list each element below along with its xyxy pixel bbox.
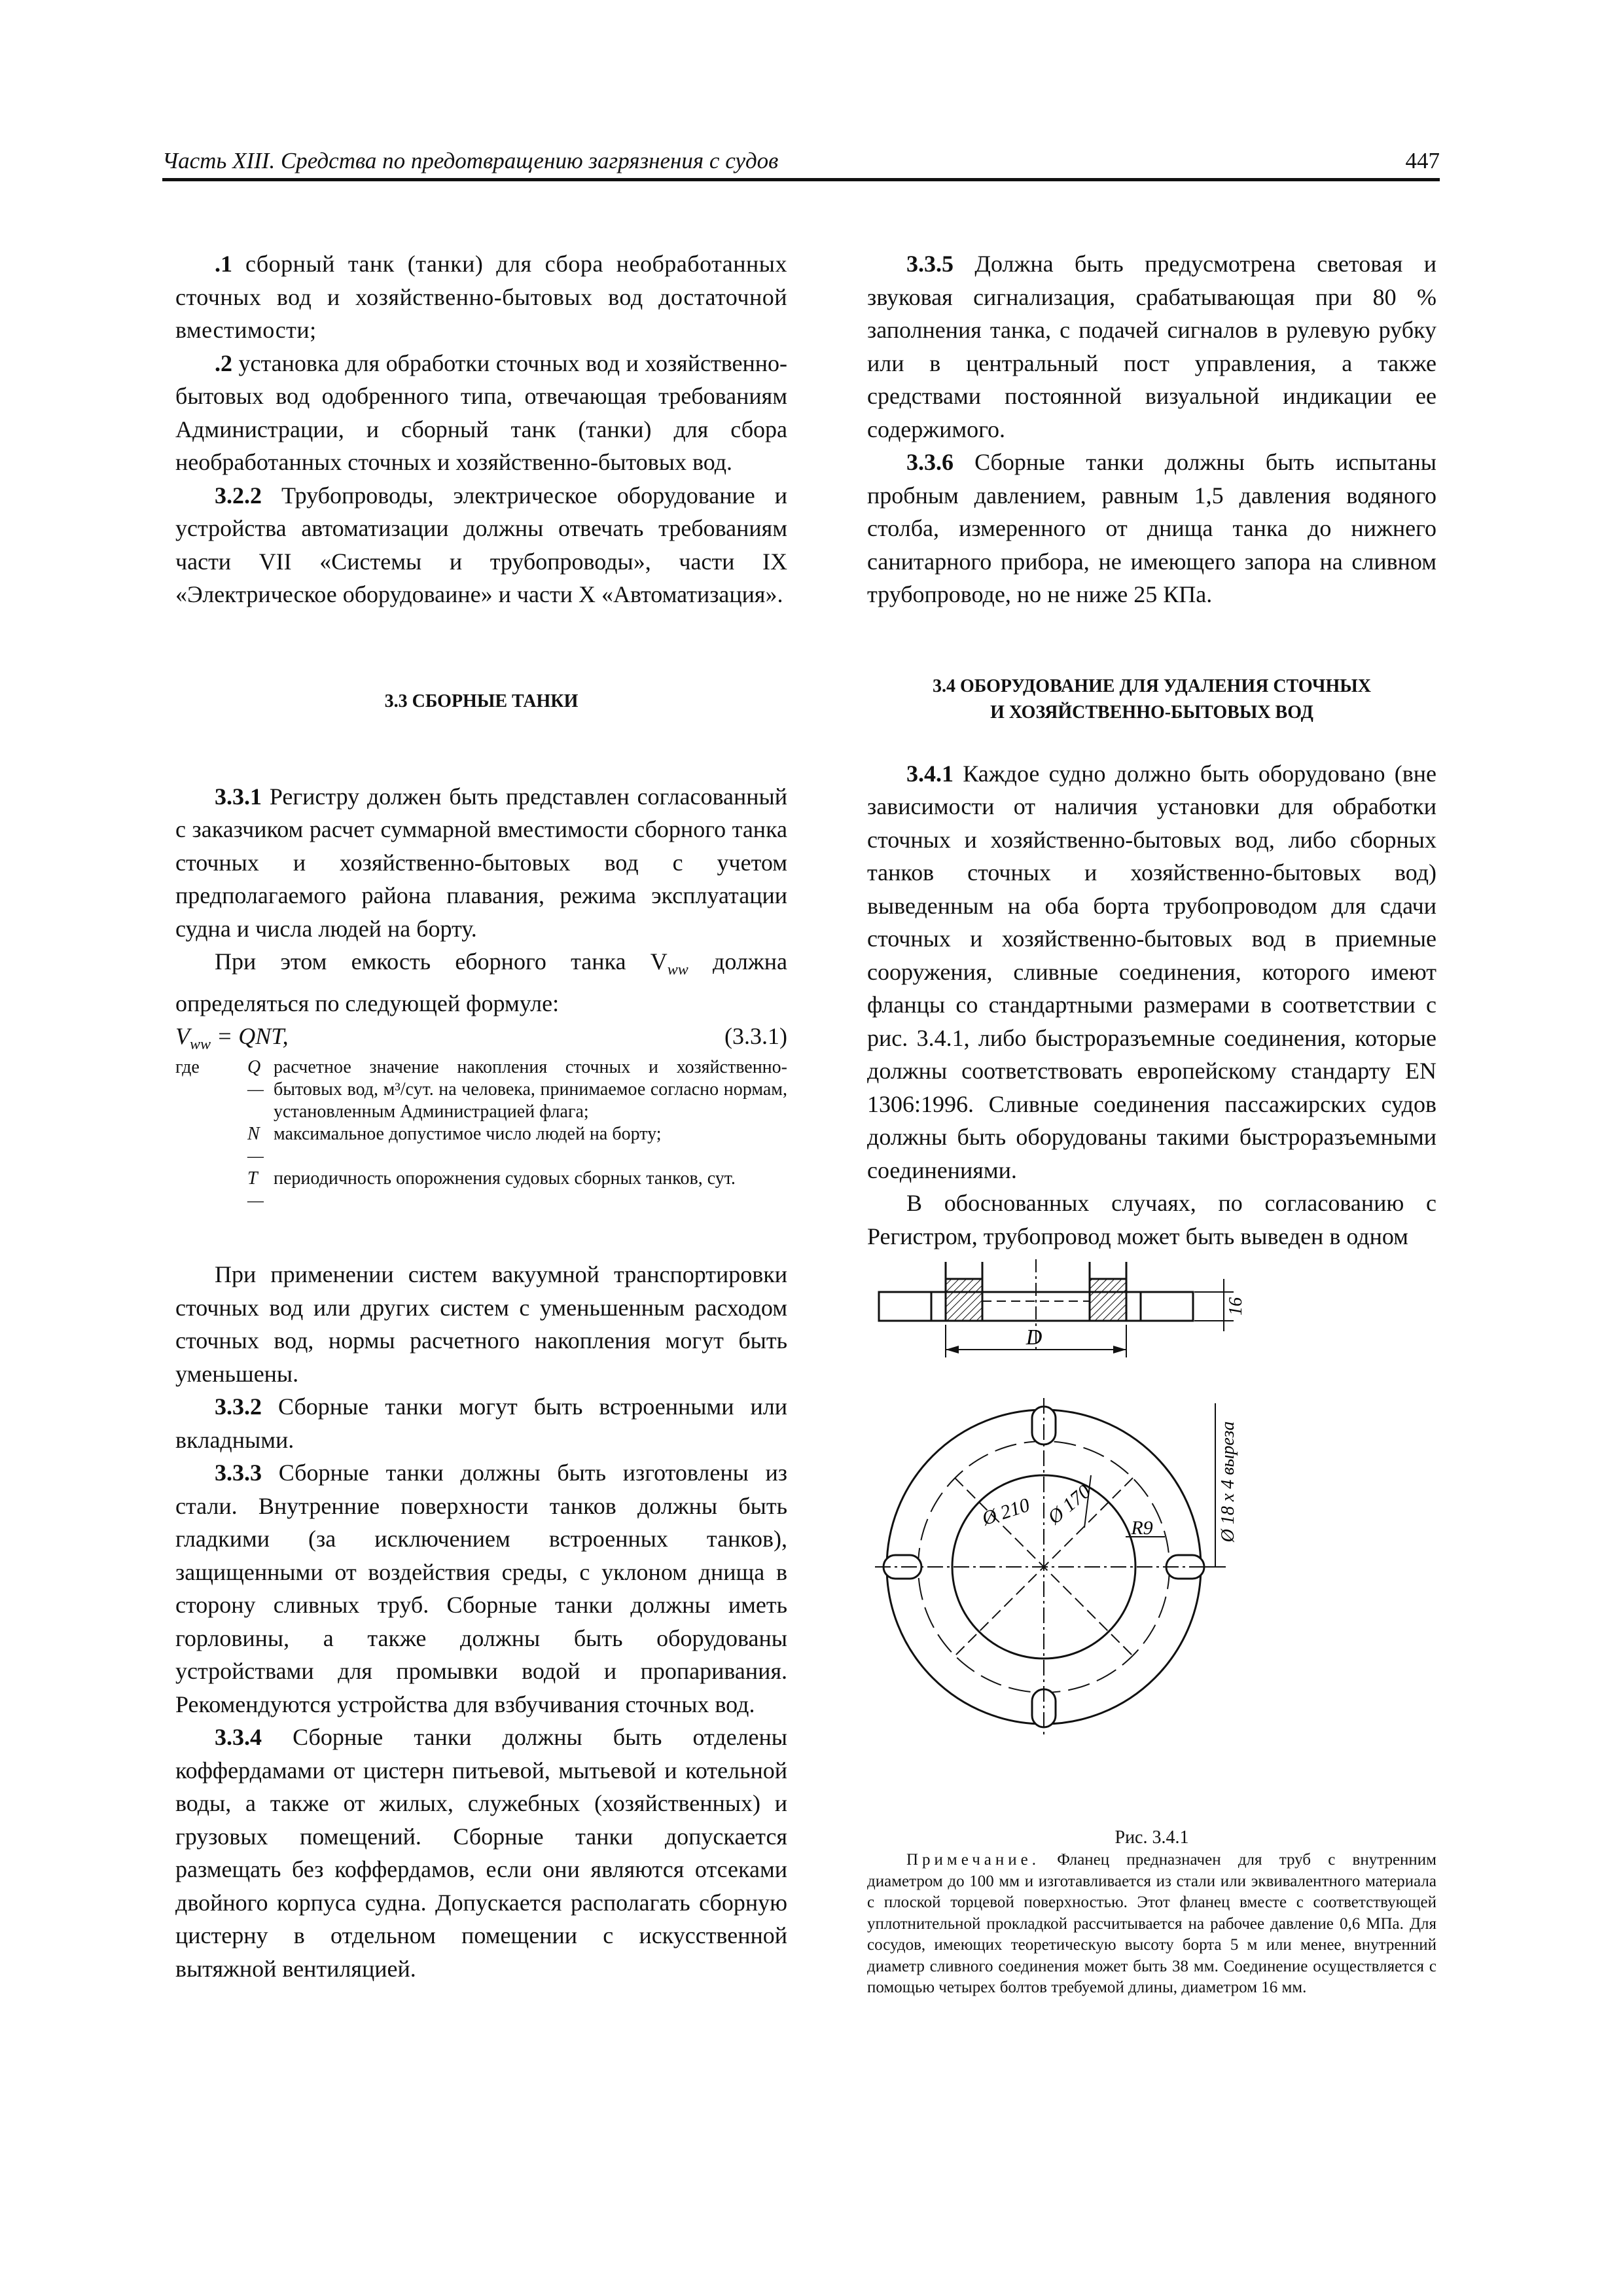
clause-number: 3.3.3 <box>215 1460 262 1486</box>
section-heading-3-3: 3.3 СБОРНЫЕ ТАНКИ <box>384 691 579 711</box>
paragraph-3-3-1 <box>175 780 787 946</box>
dimension-label-D: D <box>1026 1325 1043 1350</box>
section-heading-3-4-line2: И ХОЗЯЙСТВЕННО-БЫТОВЫХ ВОД <box>990 702 1313 723</box>
formula-subscript: ww <box>190 1036 211 1054</box>
dimension-label-16: 16 <box>1226 1297 1246 1316</box>
paragraph-3-3-2 <box>175 1390 787 1456</box>
paragraph-formula-intro <box>175 945 787 1020</box>
paragraph-text: Регистру должен быть представлен согласованный с заказчиком расчет суммарной вместимости сборного танка сточных и хозяйственно-бытовых вод с учетом предполагаемого района плавания, режима эксплуатации судна и числа людей на борту. <box>175 783 787 942</box>
paragraph-text: Сборные танки должны быть испытаны пробным давлением, равным 1,5 давления водяного столба, измеренного от днища танка до нижнего санитарного прибора, не имеющего запора на сливном трубопроводе, но не ниже 25 КПа. <box>867 449 1436 607</box>
note-label: Примечание. <box>906 1851 1041 1869</box>
formula-legend <box>175 1056 787 1212</box>
legend-text: расчетное значение накопления сточных и хозяйственно-бытовых вод, м³/сут. на человека, принимаемое согласно нормам, установленным Администрацией флага; <box>274 1057 787 1122</box>
flange-drawing <box>867 1259 1436 1822</box>
paragraph-3-2-2 <box>175 479 787 611</box>
note-text: Фланец предназначен для труб с внутренним диаметром до 100 мм и изготавливается из стали или эквивалентного материала с плоской торцевой поверхностью. Этот фланец вместе с соответствующей уплотнительной прокладкой рассчитывается на рабочее давление 0,6 МПа. Для сосудов, имеющих теоретическую высоту борта 5 м или менее, внутренний диаметр сливного соединения может быть 38 мм. Соединение осуществляется с помощью четырех болтов требуемой длины, диаметром 16 мм. <box>867 1851 1436 1996</box>
running-header <box>162 149 1440 181</box>
figure-note <box>867 1850 1436 1999</box>
left-column <box>175 247 787 1985</box>
clause-number: 3.3.2 <box>215 1393 262 1420</box>
paragraph-text: установка для обработки сточных вод и хозяйственно-бытовых вод одобренного типа, отвечающая требованиям Администрации, и сборный танк (танки) для сбора необработанных сточных и хозяйственно-бытовых вод. <box>175 350 787 475</box>
item-number: .2 <box>215 350 232 376</box>
paragraph-text: Сборные танки должны быть изготовлены из стали. Внутренние поверхности танков должны быть гладкими (за исключением встроенных танков), защищенными от воздействия среды, с уклоном днища в сторону сливных труб. Сборные танки должны иметь горловины, а также должны быть оборудованы устройствами для промывки водой и пропаривания. Рекомендуются устройства для взбучивания сточных вод. <box>175 1460 787 1717</box>
clause-number: 3.2.2 <box>215 482 262 509</box>
clause-number: 3.3.1 <box>215 783 262 810</box>
section-heading-3-4-line1: 3.4 ОБОРУДОВАНИЕ ДЛЯ УДАЛЕНИЯ СТОЧНЫХ <box>933 675 1371 696</box>
paragraph-text: Сборные танки могут быть встроенными или вкладными. <box>175 1393 787 1453</box>
paragraph-3-3-6 <box>867 446 1436 611</box>
header-title: Часть XIII. Средства по предотвращению загрязнения с судов <box>162 148 779 173</box>
legend-symbol: N — <box>247 1124 264 1167</box>
legend-text: максимальное допустимое число людей на борту; <box>274 1124 662 1145</box>
paragraph-vacuum: При применении систем вакуумной транспортировки сточных вод или других систем с уменьшенным расходом сточных вод, нормы расчетного накопления могут быть уменьшены. <box>175 1261 787 1387</box>
legend-text: периодичность опорожнения судовых сборных танков, сут. <box>274 1168 736 1189</box>
legend-where <box>175 1123 247 1168</box>
formula-rhs: = QNT, <box>211 1023 289 1050</box>
paragraph-3-3-4 <box>175 1721 787 1985</box>
paragraph-text: Трубопроводы, электрическое оборудование и устройства автоматизации должны отвечать требованиям части VII «Системы и трубопроводы», части IX «Электрическое оборудоваине» и части X «Автоматизация». <box>175 482 787 607</box>
formula-3-3-1 <box>175 1020 787 1056</box>
paragraph-text: Сборные танки должны быть отделены коффердамами от цистерн питьевой, мытьевой и котельной воды, а также от жилых, служебных (хозяйственных) и грузовых помещений. Сборные танки допускается размещать без коффердамов, если они являются отсеками двойного корпуса судна. Допускается располагать сборную цистерну в отдельном помещении с искусственной вытяжной вентиляцией. <box>175 1724 787 1982</box>
right-column <box>867 247 1436 1999</box>
dimension-label-d170: Ø 170 <box>1043 1480 1095 1529</box>
legend-where <box>175 1168 247 1212</box>
legend-symbol: T — <box>247 1168 264 1211</box>
clause-number: 3.3.5 <box>906 251 954 277</box>
clause-number: 3.3.4 <box>215 1724 262 1751</box>
subscript: ww <box>667 961 688 979</box>
paragraph-justified-cases: В обоснованных случаях, по согласованию с Регистром, трубопровод может быть выведен в одном <box>867 1190 1436 1249</box>
paragraph-3-3-3 <box>175 1456 787 1721</box>
dimension-label-R9: R9 <box>1131 1517 1153 1539</box>
paragraph-text: При этом емкость еборного танка V <box>215 948 668 975</box>
flange-section-view <box>879 1259 1234 1357</box>
paragraph-text: Должна быть предусмотрена световая и звуковая сигнализация, срабатывающая при 80 % заполнения танка, с подачей сигналов в рулевую рубку или в центральный пост управления, а также средствами постоянной визуальной индикации ее содержимого. <box>867 251 1436 442</box>
paragraph-text: Каждое судно должно быть оборудовано (вне зависимости от наличия установки для обработки сточных и хозяйственно-бытовых вод, либо сборных танков сточных и хозяйственно-бытовых вод) выведенным на оба борта трубопроводом для сдачи сточных и хозяйственно-бытовых вод в приемные сооружения, сливные соединения, которого имеют фланцы со стандартными размерами в соответствии с рис. 3.4.1, либо быстроразъемные соединения, которые должны соответствовать европейскому стандарту EN 1306:1996. Сливные соединения пассажирских судов должны быть оборудованы такими быстроразъемными соединениями. <box>867 760 1436 1183</box>
paragraph-text: должна определяться по следующей формуле: <box>175 948 787 1016</box>
paragraph-3-3-5 <box>867 247 1436 446</box>
formula-lhs: V <box>175 1023 190 1050</box>
figure-caption: Рис. 3.4.1 <box>1115 1827 1189 1848</box>
paragraph-3-4-1 <box>867 757 1436 1187</box>
clause-number: 3.3.6 <box>906 449 954 475</box>
formula-number: (3.3.1) <box>724 1023 787 1050</box>
paragraph-item-1 <box>175 247 787 347</box>
legend-symbol: Q — <box>247 1057 264 1100</box>
paragraph-text: сборный танк (танки) для сбора необработанных сточных вод и хозяйственно-бытовых вод достаточной вместимости; <box>175 251 787 343</box>
item-number: .1 <box>215 251 232 277</box>
flange-plan-view <box>875 1398 1226 1736</box>
legend-where: где <box>175 1057 200 1078</box>
dimension-label-d210: Ø 210 <box>979 1494 1033 1530</box>
paragraph-item-2 <box>175 347 787 479</box>
dimension-label-cutouts: Ø 18 x 4 выреза <box>1218 1421 1238 1543</box>
flange-figure <box>867 1259 1436 1822</box>
page-number: 447 <box>1405 148 1440 173</box>
clause-number: 3.4.1 <box>906 760 954 787</box>
